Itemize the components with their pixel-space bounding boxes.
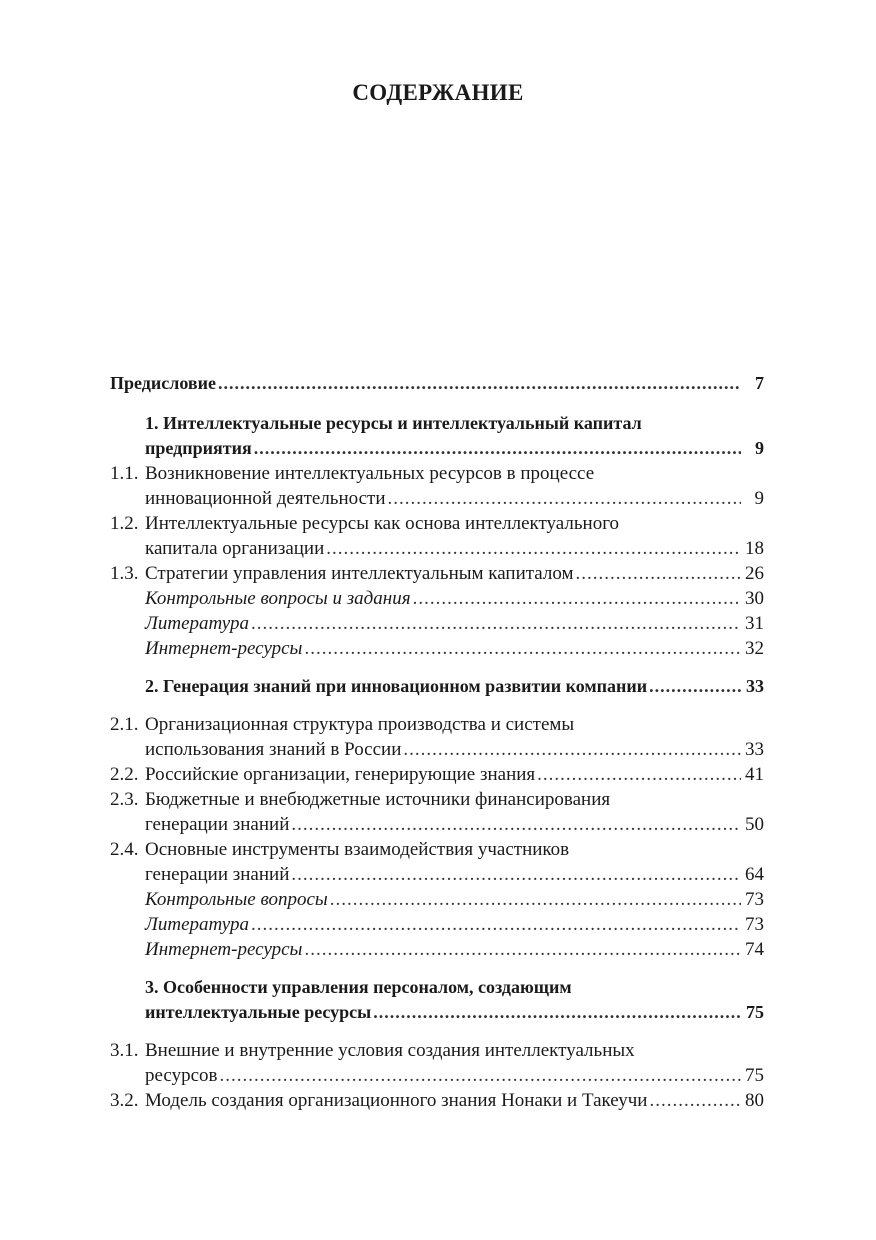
page-number: 18: [745, 538, 764, 559]
entry-title: предприятия: [145, 438, 252, 458]
entry-title: генерации знаний: [145, 864, 290, 885]
page-number: 74: [745, 939, 764, 960]
page-number: 30: [745, 588, 764, 609]
entry-title: Основные инструменты взаимодействия участников: [145, 839, 570, 860]
toc-entry-section-cont: [110, 862, 764, 887]
toc-entry-literature: [110, 611, 764, 636]
entry-title: Бюджетные и внебюджетные источники финансирования: [145, 789, 611, 810]
toc-entry-section: [110, 787, 764, 812]
entry-title: 1. Интеллектуальные ресурсы и интеллектуальный капитал: [145, 413, 642, 433]
page-number: 73: [745, 914, 764, 935]
dot-leader: [373, 1000, 741, 1025]
table-of-contents: [110, 371, 764, 1113]
entry-title: генерации знаний: [145, 814, 290, 835]
toc-entry-section: [110, 1038, 764, 1063]
section-number: 2.4.: [110, 839, 139, 860]
toc-entry-section: [110, 762, 764, 787]
toc-entry-section: [110, 511, 764, 536]
page-number: 50: [745, 814, 764, 835]
entry-title: Интеллектуальные ресурсы как основа интеллектуального: [145, 513, 620, 534]
dot-leader: [326, 536, 741, 561]
dot-leader: [304, 937, 741, 962]
entry-title: Контрольные вопросы и задания: [145, 588, 411, 609]
dot-leader: [388, 486, 741, 511]
page-title: СОДЕРЖАНИЕ: [352, 80, 524, 105]
toc-entry-internet: [110, 937, 764, 962]
page-number: 73: [745, 889, 764, 910]
entry-title: Литература: [145, 914, 249, 935]
dot-leader: [304, 636, 741, 661]
entry-title: Стратегии управления интеллектуальным капиталом: [145, 563, 574, 584]
entry-title: Российские организации, генерирующие знания: [145, 764, 536, 785]
dot-leader: [403, 737, 741, 762]
section-number: 3.2.: [110, 1090, 139, 1111]
toc-entry-section: [110, 712, 764, 737]
toc-entry-chapter-1: [110, 436, 764, 461]
toc-entry-chapter-2: [110, 674, 764, 699]
entry-title: Возникновение интеллектуальных ресурсов в процессе: [145, 463, 595, 484]
toc-entry-section-cont: [110, 1063, 764, 1088]
page-number: 33: [746, 676, 764, 696]
entry-title: 3. Особенности управления персоналом, создающим: [145, 977, 572, 997]
page-number: 75: [746, 1002, 764, 1022]
chapter-title: [110, 411, 764, 436]
entry-title: интеллектуальные ресурсы: [145, 1002, 372, 1022]
entry-title: использования знаний в России: [145, 739, 402, 760]
toc-entry-preface: [110, 371, 764, 396]
dot-leader: [649, 1088, 741, 1113]
entry-title: капитала организации: [145, 538, 325, 559]
entry-title: Предисловие: [110, 373, 216, 393]
entry-title: ресурсов: [145, 1065, 218, 1086]
entry-title: Контрольные вопросы: [145, 889, 328, 910]
toc-entry-chapter-3: [110, 1000, 764, 1025]
section-number: 3.1.: [110, 1040, 139, 1061]
toc-entry-literature: [110, 912, 764, 937]
page-number: 80: [745, 1090, 764, 1111]
page-number: 75: [745, 1065, 764, 1086]
page-number: 7: [755, 373, 764, 393]
toc-entry-section: [110, 1088, 764, 1113]
toc-entry-section: [110, 461, 764, 486]
dot-leader: [220, 1063, 742, 1088]
toc-entry-section-cont: [110, 536, 764, 561]
entry-title: инновационной деятельности: [145, 488, 386, 509]
dot-leader: [291, 812, 741, 837]
dot-leader: [537, 762, 741, 787]
toc-entry-section-cont: [110, 737, 764, 762]
page-number: 9: [755, 438, 764, 458]
entry-title: 2. Генерация знаний при инновационном развитии компании: [145, 676, 648, 696]
entry-title: Модель создания организационного знания Нонаки и Такеучи: [145, 1090, 648, 1111]
page-number: 9: [754, 488, 764, 509]
toc-entry-section: [110, 561, 764, 586]
page-number: 26: [745, 563, 764, 584]
section-number: 2.1.: [110, 714, 139, 735]
page-number: 33: [745, 739, 764, 760]
dot-leader: [413, 586, 741, 611]
toc-entry-section-cont: [110, 812, 764, 837]
entry-title: Интернет-ресурсы: [145, 939, 303, 960]
dot-leader: [254, 436, 741, 461]
toc-entry-section-cont: [110, 486, 764, 511]
page-number: 32: [745, 638, 764, 659]
dot-leader: [251, 912, 741, 937]
entry-title: Интернет-ресурсы: [145, 638, 303, 659]
toc-entry-questions: [110, 586, 764, 611]
page-number: 64: [745, 864, 764, 885]
entry-title: Литература: [145, 613, 249, 634]
section-number: 1.1.: [110, 463, 139, 484]
dot-leader: [291, 862, 741, 887]
entry-title: Внешние и внутренние условия создания интеллектуальных: [145, 1040, 635, 1061]
toc-entry-questions: [110, 887, 764, 912]
dot-leader: [330, 887, 741, 912]
dot-leader: [649, 674, 741, 699]
section-number: 2.3.: [110, 789, 139, 810]
dot-leader: [576, 561, 741, 586]
section-number: 1.3.: [110, 563, 139, 584]
dot-leader: [251, 611, 741, 636]
chapter-title: [110, 975, 764, 1000]
toc-entry-section: [110, 837, 764, 862]
section-number: 1.2.: [110, 513, 139, 534]
section-number: 2.2.: [110, 764, 139, 785]
page-number: 41: [745, 764, 764, 785]
entry-title: Организационная структура производства и системы: [145, 714, 575, 735]
toc-entry-internet: [110, 636, 764, 661]
dot-leader: [218, 371, 741, 396]
page-number: 31: [745, 613, 764, 634]
